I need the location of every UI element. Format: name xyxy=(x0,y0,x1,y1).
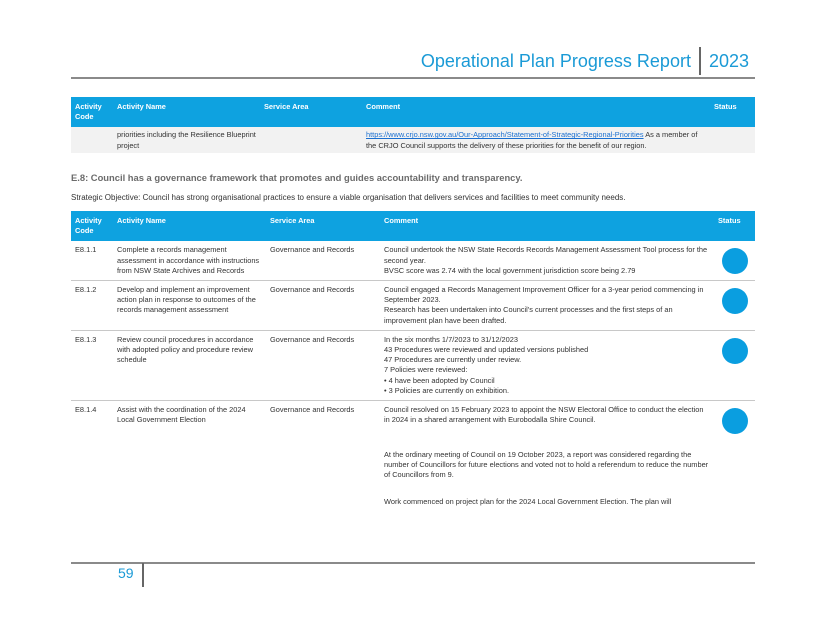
cell-name: Review council procedures in accordance with adopted policy and procedure review schedule xyxy=(113,330,266,400)
cell-name: Assist with the coordination of the 2024 Local Government Election xyxy=(113,401,266,439)
strategic-objective: Strategic Objective: Council has strong organisational practices to ensure a viable organisation that delivers services and facilities to meet community needs. xyxy=(71,193,626,202)
cell-area: Governance and Records xyxy=(266,330,380,400)
cell-name: Develop and implement an improvement action plan in response to outcomes of the records management assessment xyxy=(113,281,266,331)
cell-comment xyxy=(380,281,714,331)
col-activity-name: Activity Name xyxy=(113,211,266,241)
section-heading: E.8: Council has a governance framework that promotes and guides accountability and transparency. xyxy=(71,172,523,183)
cell-area: Governance and Records xyxy=(270,245,355,255)
status-indicator xyxy=(722,288,748,314)
col-status: Status xyxy=(714,211,755,241)
comment-text: As a member of the CRJO Council supports the delivery of these priorities for the benefit of our region. xyxy=(366,130,698,150)
cell-comment xyxy=(380,401,714,439)
status-indicator xyxy=(722,338,748,364)
col-activity-name: Activity Name xyxy=(113,97,260,127)
cell-code: E8.1.4 xyxy=(71,401,113,439)
table-row xyxy=(71,127,755,152)
comment-line: 7 Policies were reviewed: xyxy=(384,365,468,375)
table-row xyxy=(71,241,755,280)
comment-line: 47 Procedures are currently under review. xyxy=(384,355,522,365)
cell-status xyxy=(714,241,755,280)
activities-table xyxy=(71,211,755,511)
cell-area xyxy=(260,127,362,152)
cell-status xyxy=(714,330,755,400)
table-row xyxy=(71,281,755,331)
col-comment: Comment xyxy=(362,97,710,127)
comment-line: • 3 Policies are currently on exhibition. xyxy=(384,385,510,395)
cell-name: Complete a records management assessment in accordance with instructions from NSW State Archives and Records xyxy=(117,245,260,275)
col-activity-code: Activity Code xyxy=(71,211,113,241)
footer-rule xyxy=(71,562,755,564)
report-header xyxy=(421,46,749,76)
comment-line: • 4 have been adopted by Council xyxy=(384,375,495,385)
cell-code: E8.1.1 xyxy=(75,245,97,255)
table-row xyxy=(71,438,755,511)
cell-area: Governance and Records xyxy=(266,281,380,331)
comment-line: Council resolved on 15 February 2023 to appoint the NSW Electoral Office to conduct the election in 2024 in a shared arrangement with Eurobodalla Shire Council. xyxy=(384,405,704,425)
comment-line: 43 Procedures were reviewed and updated versions published xyxy=(384,345,589,355)
cell-comment xyxy=(362,127,710,152)
header-rule xyxy=(71,77,755,79)
comment-line: Research has been undertaken into Council's current processes and the first steps of an improvement plan have been drafted. xyxy=(384,305,673,325)
cell-code: E8.1.2 xyxy=(71,281,113,331)
footer-divider xyxy=(142,563,144,587)
comment-line: Council undertook the NSW State Records Records Management Assessment Tool process for the second year. xyxy=(384,245,708,265)
report-title: Operational Plan Progress Report xyxy=(420,50,691,71)
status-indicator xyxy=(722,408,748,434)
col-activity-code: Activity Code xyxy=(71,97,113,127)
cell-status xyxy=(710,127,755,152)
page-number: 59 xyxy=(118,565,134,581)
col-status: Status xyxy=(710,97,755,127)
cell-code xyxy=(71,127,113,152)
cell-comment xyxy=(380,241,714,280)
cell-status xyxy=(714,401,755,439)
cell-comment xyxy=(380,438,714,511)
cell-comment xyxy=(380,330,714,400)
table-row xyxy=(71,330,755,400)
cell-status xyxy=(714,281,755,331)
table-row xyxy=(71,401,755,439)
comment-line: Council engaged a Records Management Improvement Officer for a 3-year period commencing in September 2023. xyxy=(384,285,704,305)
cell-area: Governance and Records xyxy=(266,401,380,439)
cell-name: priorities including the Resilience Blueprint project xyxy=(113,127,260,152)
continued-table xyxy=(71,97,755,153)
report-year: 2023 xyxy=(708,50,749,71)
status-indicator xyxy=(722,248,748,274)
comment-paragraph: At the ordinary meeting of Council on 19 October 2023, a report was considered regarding the number of Councillors for future elections and voted not to hold a referendum to reduce the number of Councillors from 9. xyxy=(384,450,709,480)
cell-code: E8.1.3 xyxy=(71,330,113,400)
col-comment: Comment xyxy=(380,211,714,241)
col-service-area: Service Area xyxy=(260,97,362,127)
col-service-area: Service Area xyxy=(266,211,380,241)
comment-paragraph: Work commenced on project plan for the 2024 Local Government Election. The plan will xyxy=(384,496,672,506)
comment-line: BVSC score was 2.74 with the local government jurisdiction score being 2.79 xyxy=(384,265,636,275)
comment-line: In the six months 1/7/2023 to 31/12/2023 xyxy=(384,334,518,344)
priorities-link[interactable]: https://www.crjo.nsw.gov.au/Our-Approach/Statement-of-Strategic-Regional-Priorities xyxy=(366,130,644,140)
